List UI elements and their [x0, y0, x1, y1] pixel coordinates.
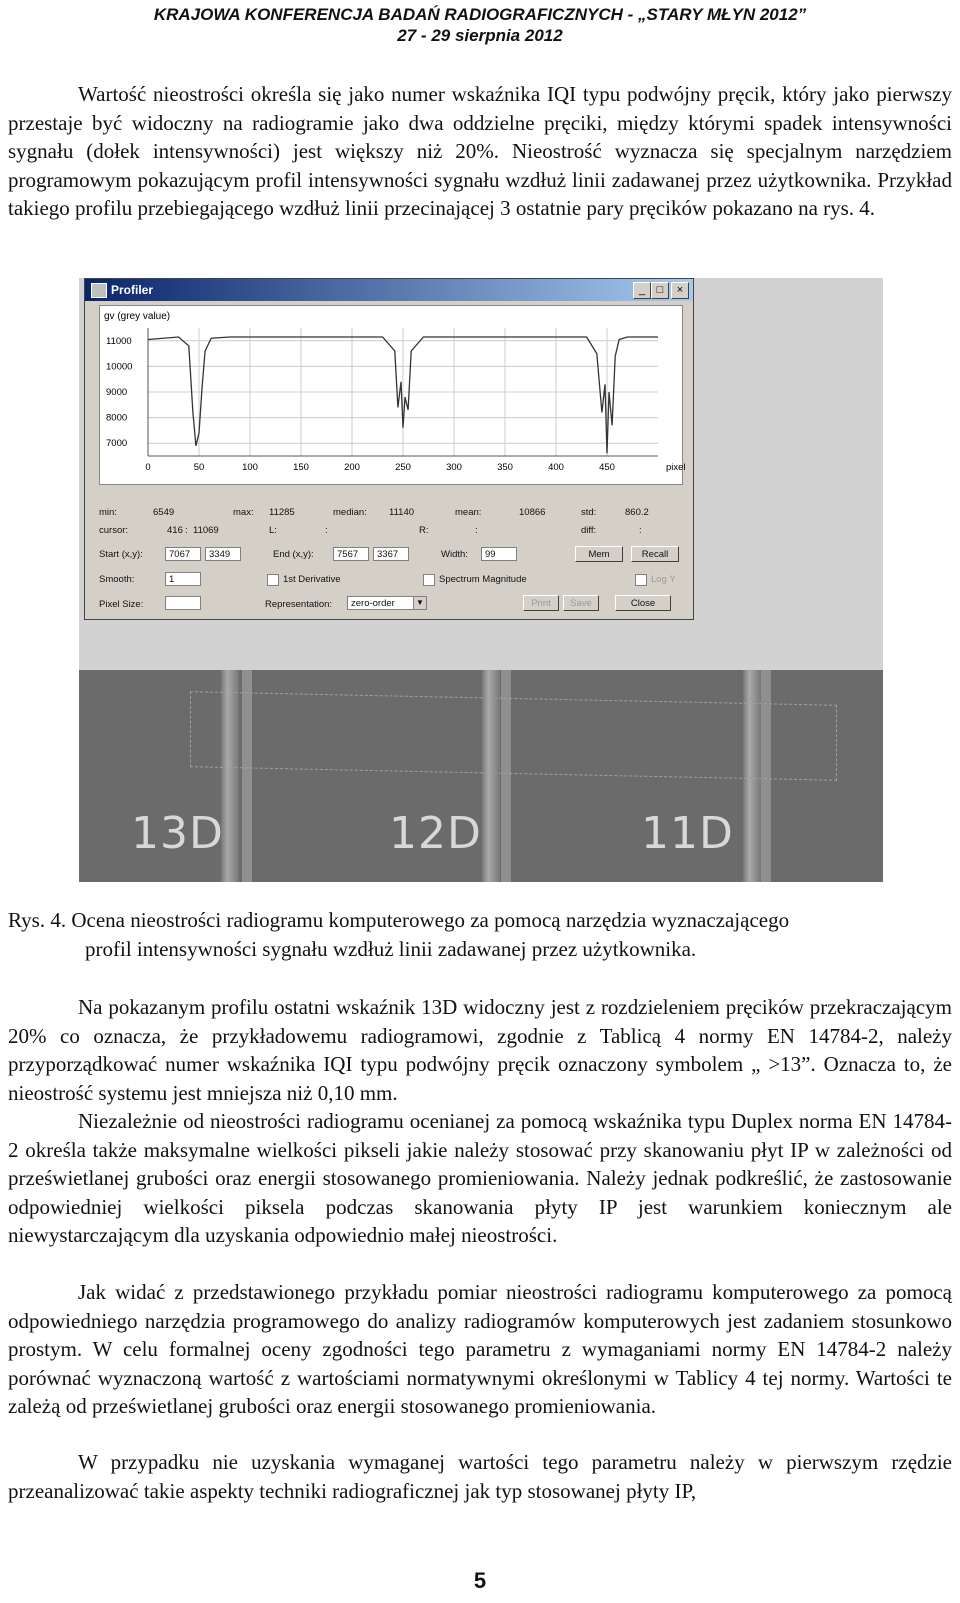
- smooth-label: Smooth:: [99, 574, 135, 585]
- spectrum-checkbox[interactable]: [423, 574, 435, 586]
- paragraph-text: Niezależnie od nieostrości radiogramu ocenianej za pomocą wskaźnika typu Duplex norma EN 14784-2 określa także maksymalne wielkości pikseli jakie należy stosować przy skanowaniu płyt IP w zależności od prześwietlanej grubości oraz energii stosowanego promieniowania. Należy jednak podkreślić, że zastosowanie odpowiedniej wielkości piksela podczas skanowania płyty IP jest warunkiem koniecznym ale niewystarczającym dla uzyskania odpowiednio małej nieostrości.: [8, 1109, 952, 1248]
- representation-label: Representation:: [265, 599, 333, 610]
- paragraph-13d-result: [8, 993, 952, 1107]
- cursor-label: cursor:: [99, 525, 129, 536]
- max-value: 11285: [269, 507, 295, 518]
- x-tick-label: 150: [293, 462, 309, 473]
- paragraph-requirements: [8, 1448, 952, 1505]
- end-label: End (x,y):: [273, 549, 314, 560]
- x-tick-label: 100: [242, 462, 258, 473]
- width-label: Width:: [441, 549, 468, 560]
- y-tick-label: 7000: [106, 438, 128, 450]
- y-tick-label: 10000: [106, 361, 133, 373]
- chevron-down-icon[interactable]: ▼: [413, 597, 426, 609]
- min-label: min:: [99, 507, 117, 518]
- y-tick-label: 11000: [106, 335, 132, 347]
- diff-sep: :: [639, 525, 642, 536]
- x-tick-label: 400: [548, 462, 564, 473]
- rod-label-13d: 13D: [131, 808, 224, 859]
- minimize-icon[interactable]: _: [633, 282, 651, 299]
- page-number: 5: [473, 1568, 487, 1593]
- paragraph-text: Wartość nieostrości określa się jako numer wskaźnika IQI typu podwójny pręcik, który jako pierwszy przestaje być widoczny na radiogramie jako dwa oddzielne pręciki, między którymi spadek intensywności sygnału (dołek intensywności) jest większy niż 20%. Nieostrość wyznacza się specjalnym narzędziem programowym pokazującym profil intensywności sygnału wzdłuż linii zadawanej przez użytkownika. Przykład takiego profilu przebiegającego wzdłuż linii przecinającej 3 ostatnie pary pręcików pokazano na rys. 4.: [8, 82, 952, 221]
- x-tick-label: 350: [497, 462, 513, 473]
- cursor-sep: :: [185, 525, 188, 536]
- pixelsize-label: Pixel Size:: [99, 599, 144, 610]
- representation-value: zero-order: [351, 598, 395, 609]
- paragraph-pixel-size: [8, 1107, 952, 1250]
- derivative-checkbox[interactable]: [267, 574, 279, 586]
- paragraph-text: W przypadku nie uzyskania wymaganej wartości tego parametru należy w pierwszym rzędzie przeanalizować takie aspekty techniki radiograficznej jak typ stosowanej płyty IP,: [8, 1450, 952, 1503]
- start-y-field[interactable]: 3349: [205, 547, 241, 561]
- r-sep: :: [475, 525, 478, 536]
- y-tick-label: 8000: [106, 412, 128, 424]
- paragraph-iqi-definition: [8, 80, 952, 223]
- paragraph-measurement: [8, 1278, 952, 1421]
- std-label: std:: [581, 507, 597, 518]
- mean-label: mean:: [455, 507, 482, 518]
- figure-caption: [8, 906, 952, 963]
- figure-radiogram-profile: [79, 278, 883, 882]
- profile-chart-svg: [100, 306, 686, 484]
- l-sep: :: [325, 525, 328, 536]
- end-x-field[interactable]: 7567: [333, 547, 369, 561]
- min-value: 6549: [153, 507, 175, 518]
- cursor-position: 416: [167, 525, 183, 536]
- spectrum-label: Spectrum Magnitude: [439, 574, 527, 585]
- std-value: 860.2: [625, 507, 649, 518]
- rod-label-12d: 12D: [389, 808, 482, 859]
- x-tick-label: 450: [599, 462, 615, 473]
- pixelsize-field[interactable]: [165, 596, 201, 610]
- r-label: R:: [419, 525, 429, 536]
- width-field[interactable]: 99: [481, 547, 517, 561]
- window-title: Profiler: [111, 283, 154, 297]
- plot-title: gv (grey value): [104, 311, 171, 322]
- paragraph-text: Jak widać z przedstawionego przykładu pomiar nieostrości radiogramu komputerowego za pomocą odpowiedniego narzędzia programowego do analizy radiogramów komputerowych jest zadaniem stosunkowo prostym. W celu formalnej oceny zgodności tego parametru z wymaganiami normy EN 14784-2 należy porównać wyznaczoną wartość z wartościami normatywnymi określonymi w Tablicy 4 tej normy. Wartości te zależą od prześwietlanej grubości oraz energii stosowanego promieniowania.: [8, 1280, 952, 1419]
- close-icon[interactable]: ×: [671, 282, 689, 299]
- save-button[interactable]: Save: [563, 595, 599, 611]
- mem-button[interactable]: Mem: [575, 546, 623, 562]
- diff-label: diff:: [581, 525, 597, 536]
- app-icon: [91, 283, 107, 298]
- start-label: Start (x,y):: [99, 549, 143, 560]
- logy-label: Log Y: [651, 574, 676, 585]
- x-tick-label: 250: [395, 462, 411, 473]
- median-label: median:: [333, 507, 367, 518]
- y-tick-label: 9000: [106, 387, 128, 398]
- end-y-field[interactable]: 3367: [373, 547, 409, 561]
- maximize-icon[interactable]: □: [651, 282, 669, 299]
- x-tick-label: 50: [193, 462, 205, 473]
- caption-text-line2: profil intensywności sygnału wzdłuż linii zadawanej przez użytkownika.: [85, 936, 697, 961]
- paragraph-text: Na pokazanym profilu ostatni wskaźnik 13D widoczny jest z rozdzieleniem pręcików przekraczającym 20% co oznacza, że przykładowemu radiogramowi, zgodnie z Tablicą 4 normy EN 14784-2, należy przyporządkować numer wskaźnika IQI typu podwójny pręcik oznaczony symbolem „ >13”. Oznacza to, że nieostrość systemu jest mniejsza niż 0,10 mm.: [8, 995, 952, 1105]
- derivative-label: 1st Derivative: [283, 574, 341, 585]
- smooth-field[interactable]: 1: [165, 572, 201, 586]
- max-label: max:: [233, 507, 254, 518]
- running-header-date: 27 - 29 sierpnia 2012: [397, 26, 563, 45]
- caption-text-line1: Ocena nieostrości radiogramu komputerowego za pomocą narzędzia wyznaczającego: [71, 908, 790, 932]
- x-tick-label: 200: [344, 462, 360, 473]
- recall-button[interactable]: Recall: [631, 546, 679, 562]
- x-tick-label: 300: [446, 462, 462, 473]
- x-tick-label: 0: [145, 462, 151, 473]
- median-value: 11140: [389, 507, 415, 518]
- mean-value: 10866: [519, 507, 546, 518]
- running-header-title: KRAJOWA KONFERENCJA BADAŃ RADIOGRAFICZNYCH - „STARY MŁYN 2012”: [153, 5, 807, 24]
- profiler-window: [84, 278, 694, 620]
- cursor-value: 11069: [193, 525, 219, 536]
- profile-plot: [99, 305, 686, 485]
- rod-label-11d: 11D: [641, 808, 734, 859]
- start-x-field[interactable]: 7067: [165, 547, 201, 561]
- x-unit-label: pixel: [666, 462, 686, 473]
- caption-label: Rys. 4.: [8, 908, 67, 932]
- logy-checkbox[interactable]: [635, 574, 647, 586]
- profiler-titlebar[interactable]: [85, 279, 693, 301]
- close-button[interactable]: Close: [615, 595, 671, 611]
- l-label: L:: [269, 525, 277, 536]
- representation-select[interactable]: [347, 596, 427, 610]
- profile-line-roi[interactable]: [190, 691, 837, 781]
- print-button[interactable]: Print: [523, 595, 559, 611]
